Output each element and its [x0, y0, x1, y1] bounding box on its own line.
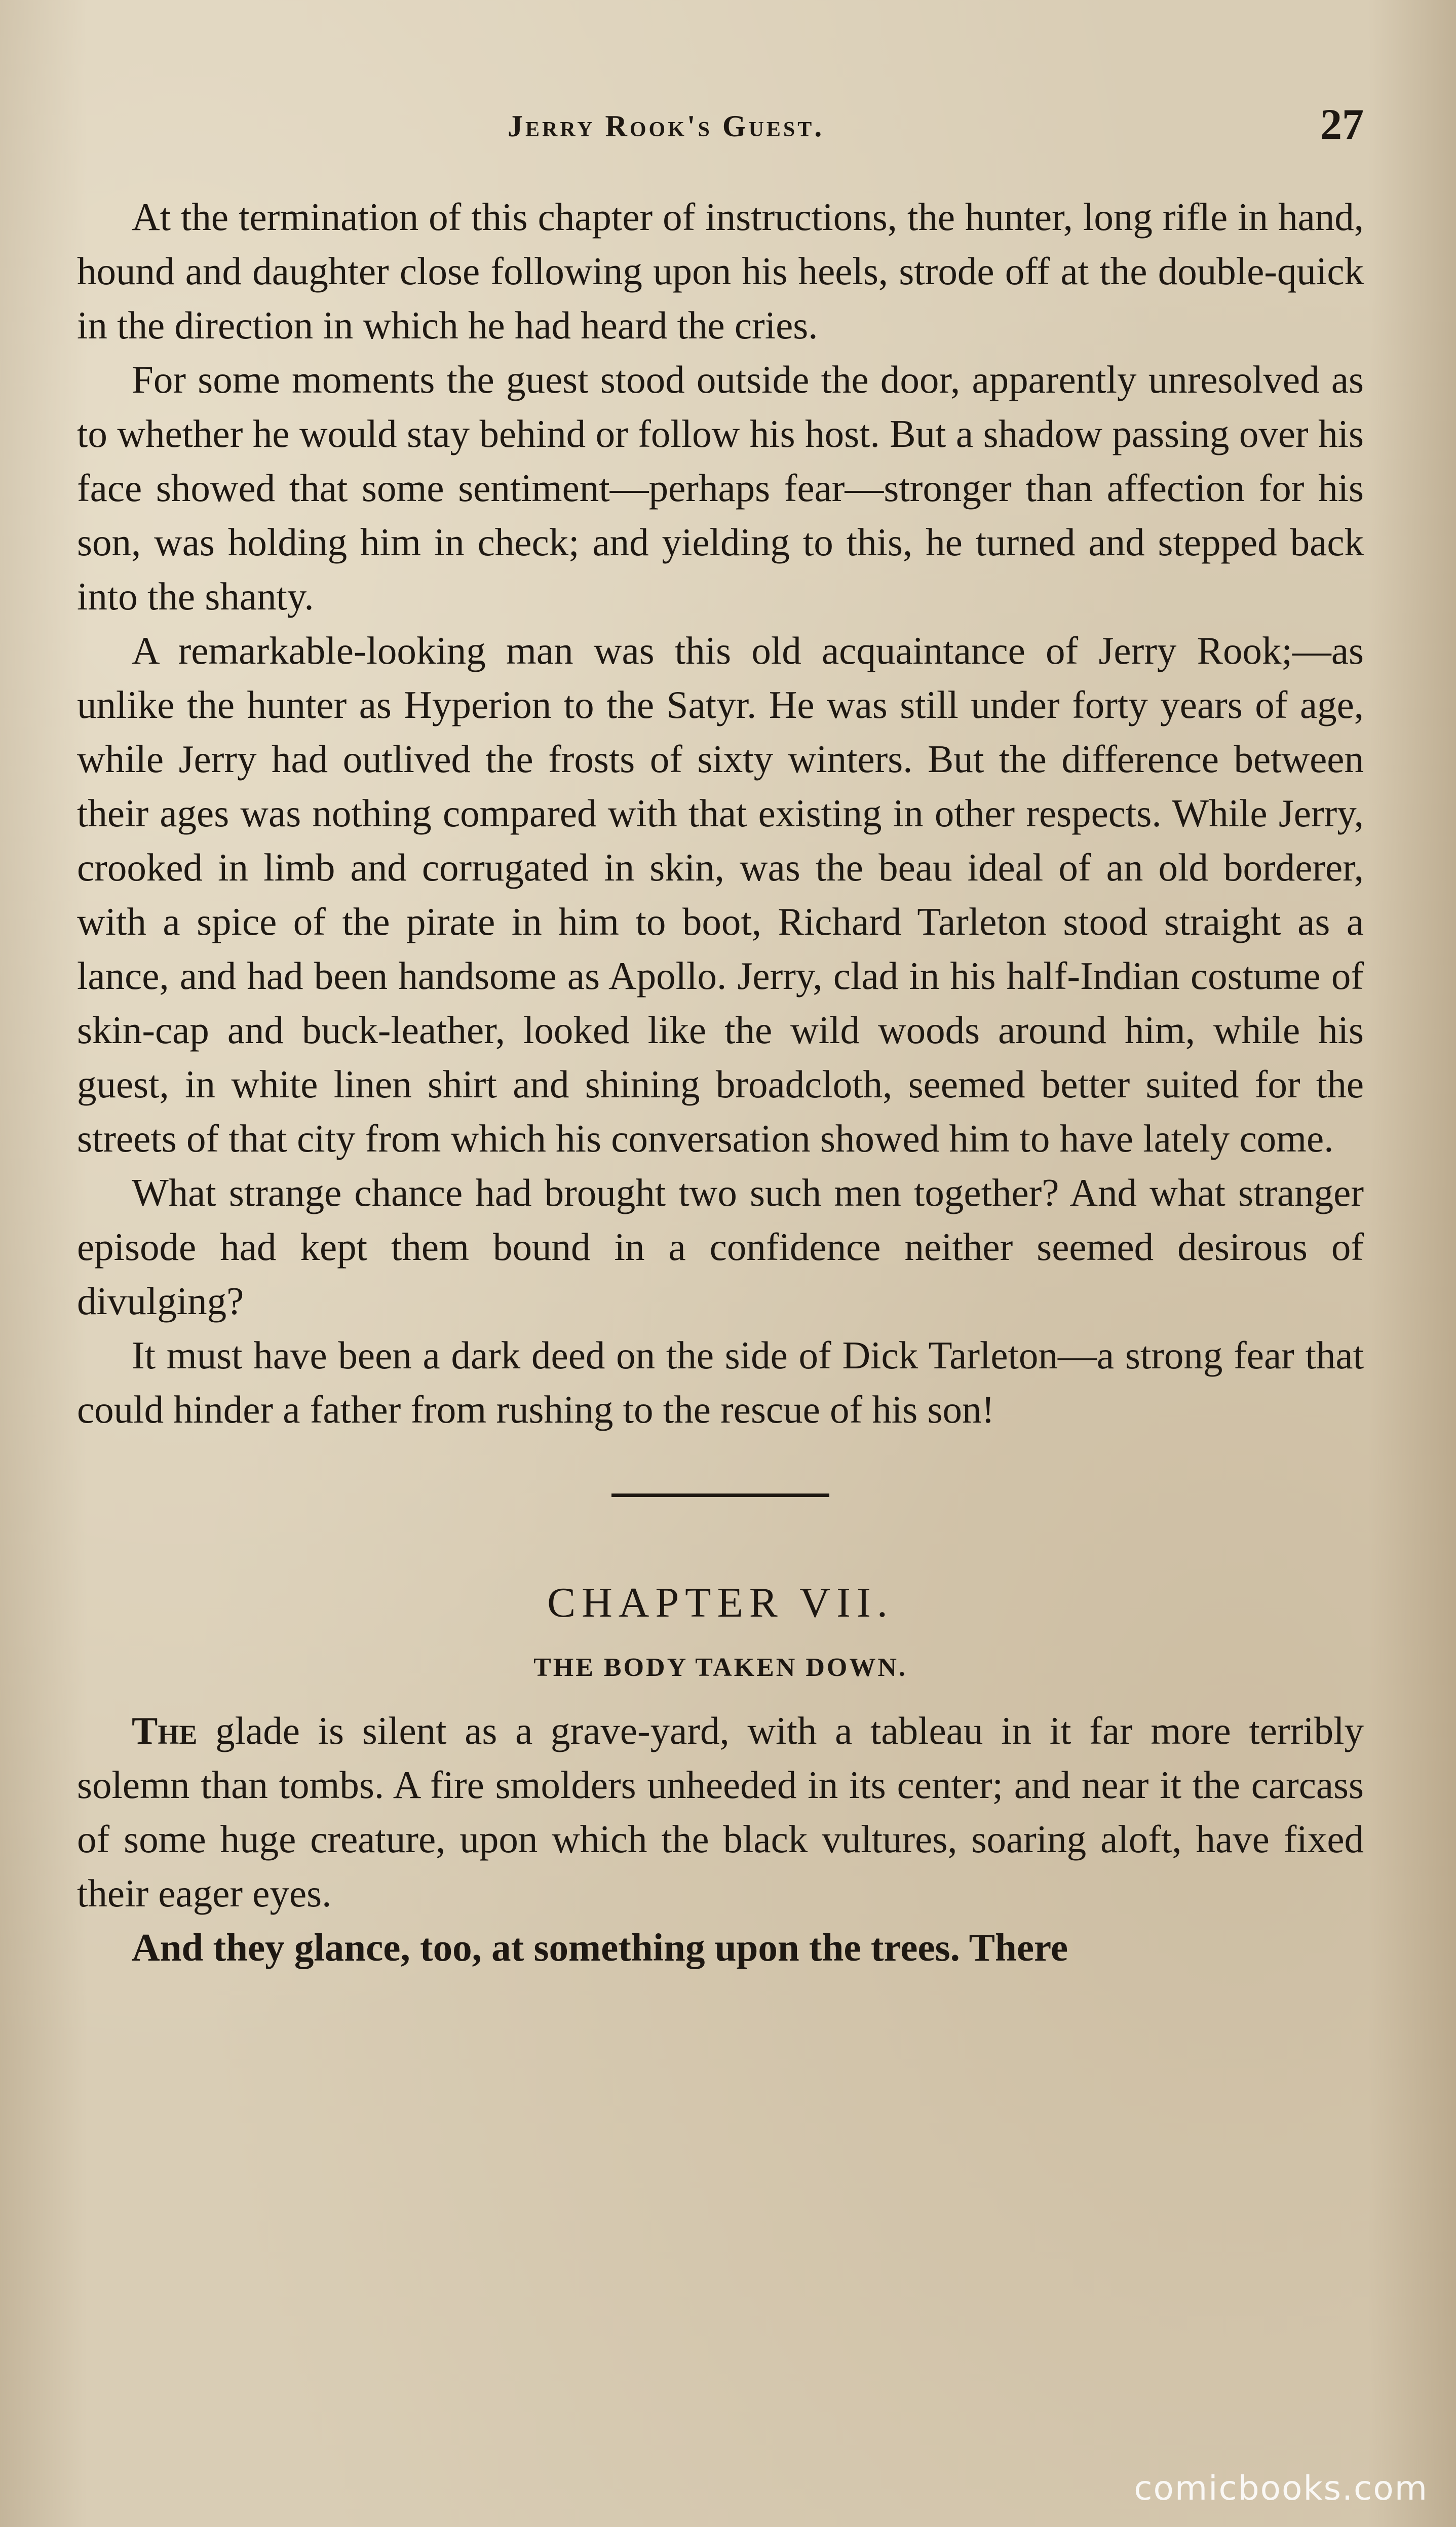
paragraph: And they glance, too, at something upon the trees. There: [132, 1926, 1068, 1969]
running-title: Jerry Rook's Guest.: [508, 109, 825, 143]
paragraph-rest: glade is silent as a grave-yard, with a tableau in it far more terribly solemn than tombs. A fire smolders unheeded in its center; and near it the carcass of some huge creature, upon which the black vultures, soaring aloft, have fixed their eager eyes.: [77, 1709, 1364, 1915]
section-divider: [611, 1494, 829, 1497]
lead-word: The: [132, 1709, 198, 1752]
chapter-text: [77, 1704, 1364, 1975]
page-number: 27: [1320, 100, 1364, 148]
paragraph: What strange chance had brought two such men together? And what stranger episode had kept them bound in a confidence neither seemed desirous of divulging?: [77, 1171, 1364, 1323]
paragraph: A remarkable-looking man was this old acquaintance of Jerry Rook;—as unlike the hunter as Hyperion to the Satyr. He was still under forty years of age, while Jerry had outlived the frosts of sixty winters. But the difference between their ages was nothing compared with that existing in other respects. While Jerry, crooked in limb and corrugated in skin, was the beau ideal of an old borderer, with a spice of the pirate in him to boot, Richard Tarleton stood straight as a lance, and had been handsome as Apollo. Jerry, clad in his half-Indian costume of skin-cap and buck-leather, looked like the wild woods around him, while his guest, in white linen shirt and shining broadcloth, seemed better suited for the streets of that city from which his conversation showed him to have lately come.: [77, 629, 1364, 1160]
running-head: [77, 99, 1364, 170]
paragraph: [77, 1704, 1364, 1921]
chapter-heading: CHAPTER VII.: [547, 1579, 894, 1626]
body-text: [77, 190, 1364, 1437]
paragraph: At the termination of this chapter of instructions, the hunter, long rifle in hand, hound and daughter close following upon his heels, strode off at the double-quick in the direction in which he had heard the cries.: [77, 195, 1364, 347]
book-page: [77, 99, 1364, 1975]
paragraph: For some moments the guest stood outside the door, apparently unresolved as to whether he would stay behind or follow his host. But a shadow passing over his face showed that some sentiment—perhaps fear—stronger than affection for his son, was holding him in check; and yielding to this, he turned and stepped back into the shanty.: [77, 358, 1364, 618]
chapter-title: THE BODY TAKEN DOWN.: [533, 1653, 907, 1682]
watermark: comicbooks.com: [1134, 2469, 1428, 2508]
paragraph: It must have been a dark deed on the side of Dick Tarleton—a strong fear that could hinder a father from rushing to the rescue of his son!: [77, 1333, 1364, 1431]
